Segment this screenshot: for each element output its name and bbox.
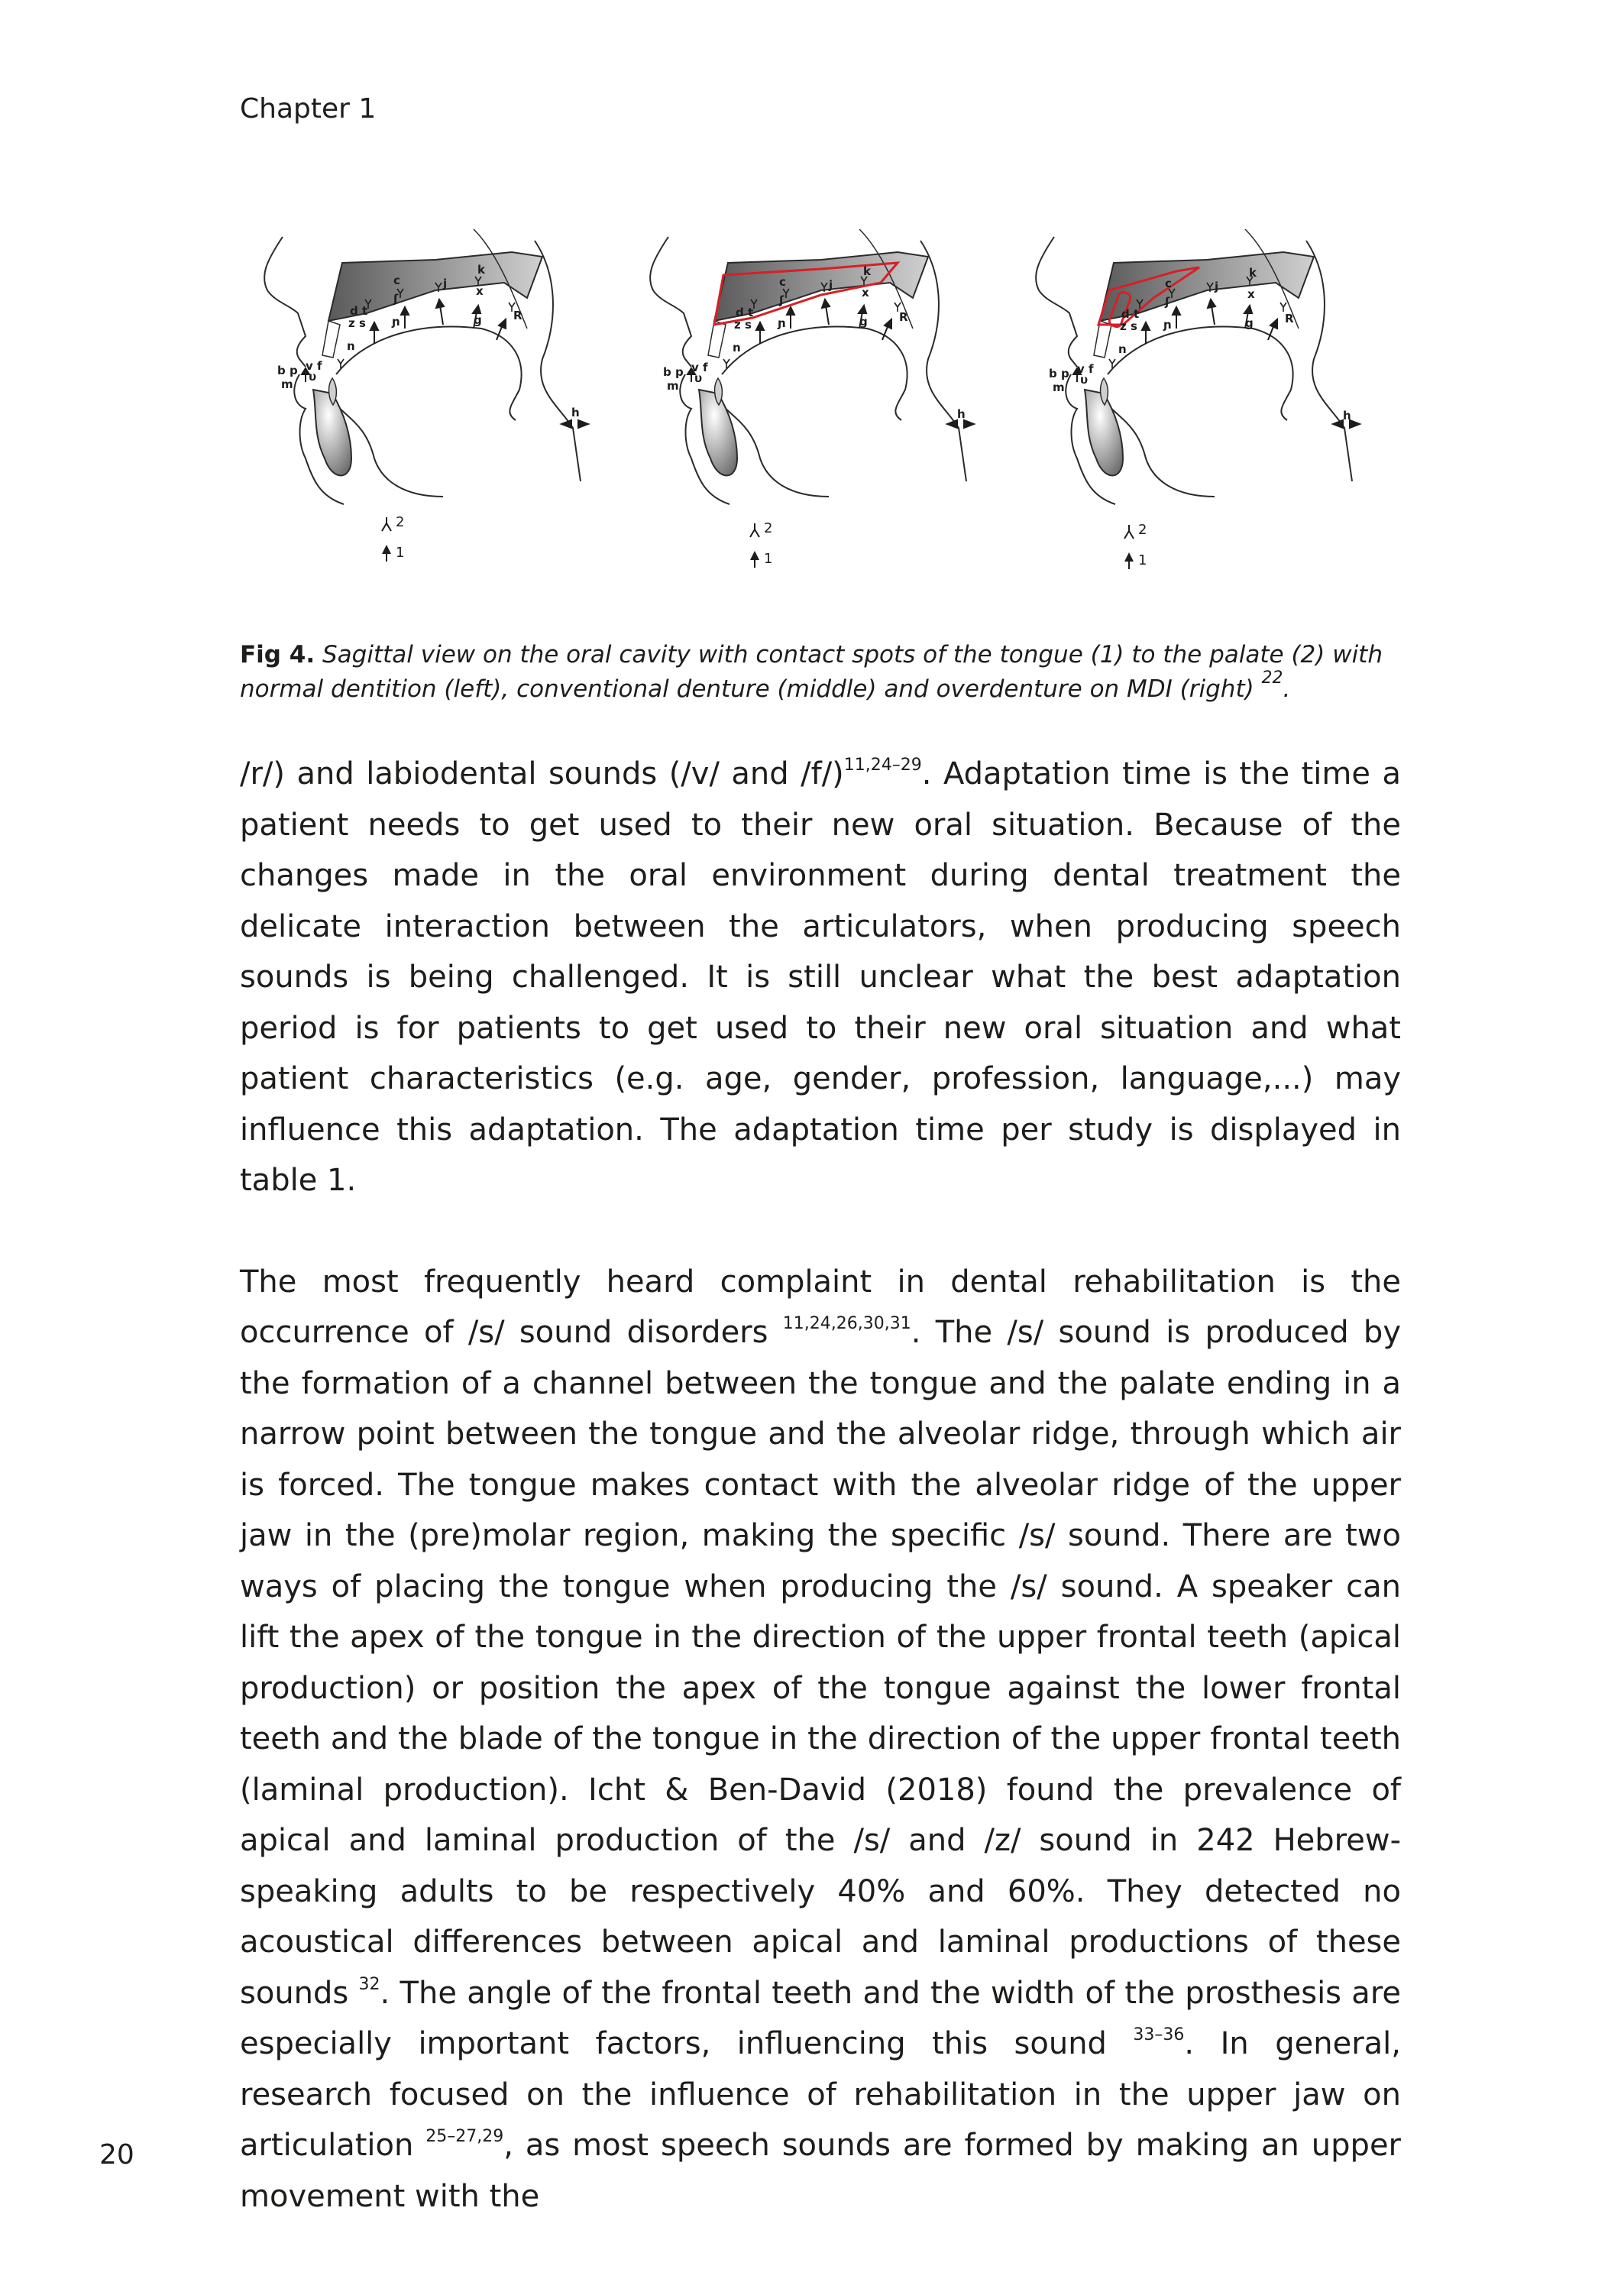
citation: 25–27,29 [425,2127,504,2146]
label-g: g [1245,316,1254,330]
text-span: . The angle of the frontal teeth and the width of the prosthesis are especially important factors, influencing this sound [240,1975,1401,2061]
running-header: Chapter 1 [240,93,377,125]
body-text [240,749,1401,2222]
caption-label: Fig 4. [240,641,315,668]
citation: 32 [358,1974,380,1994]
text-span: . Adaptation time is the time a patient needs to get used to their new oral situation. Because of the changes made in the oral environment during dental treatment the delicate interaction between the articulators, when producing speech sounds is being challenged. It is still unclear what the best adaptation period is for patients to get used to their new oral situation and what patient characteristics (e.g. age, gender, profession, language,...) may influence this adaptation. The adaptation time per study is displayed in table 1. [240,756,1401,1198]
legend-palate-label: 2 [764,520,773,536]
label-v: υ [694,371,703,385]
label-R: R [513,309,522,322]
label-c: c [1165,277,1172,290]
label-x: x [1247,287,1255,301]
text-span: , as most speech sounds are formed by making an upper movement with the [240,2128,1401,2214]
text-span: . In general, research focused on the influence of rehabilitation in the upper jaw on articulation [240,2026,1401,2163]
label-vf: v f [691,361,708,374]
label-h: h [957,407,966,421]
paragraph-adaptation [240,749,1401,1206]
legend-tongue-label: 1 [396,545,405,561]
label-h: h [1343,409,1351,422]
label-nj: ɲ [778,316,786,330]
label-n: n [1118,342,1127,356]
label-k: k [477,263,485,277]
figure-legends [382,514,1147,569]
label-zs: z s [348,316,366,330]
label-x: x [476,284,484,298]
label-sh: ʃ [779,293,785,307]
label-c: c [393,274,400,287]
label-n: n [347,339,355,353]
label-nj: ɲ [392,315,400,329]
caption-end: . [1283,675,1291,703]
label-sh: ʃ [393,292,399,306]
label-bp: b p [277,364,298,377]
page-number: 20 [99,2139,134,2171]
caption-reference: 22 [1261,668,1283,688]
paragraph-s-sound [240,1257,1401,2222]
label-n: n [733,341,741,354]
label-j: j [829,278,833,292]
label-m: m [1053,380,1065,394]
figure-sagittal-oral-cavity [252,229,1421,626]
label-dt: d t [350,304,368,318]
label-k: k [1249,266,1257,280]
label-v: υ [309,370,317,384]
label-R: R [1285,312,1294,325]
citation: 11,24,26,30,31 [782,1314,911,1333]
label-m: m [281,377,293,391]
figure-caption [240,638,1401,707]
label-bp: b p [663,365,684,379]
label-bp: b p [1049,367,1069,380]
label-dt: d t [1121,307,1140,321]
legend-palate-label: 2 [1138,522,1147,538]
label-g: g [474,313,482,327]
label-h: h [571,406,580,419]
legend-tongue-label: 1 [764,551,773,567]
label-sh: ʃ [1165,295,1170,309]
label-vf: v f [1077,362,1094,376]
legend-tongue-label: 1 [1138,552,1147,568]
label-g: g [859,315,868,329]
label-R: R [899,310,908,324]
label-v: υ [1080,373,1089,387]
label-c: c [779,275,786,289]
citation: 33–36 [1133,2025,1185,2044]
label-x: x [862,286,869,299]
label-dt: d t [736,306,754,319]
text-span: . The /s/ sound is produced by the formation of a channel between the tongue and the palate ending in a narrow point between the tongue and the alveolar ridge, through which air is forced. The tongue makes contact with the alveolar ridge of the upper jaw in the (pre)molar region, making the specific /s/ sound. There are two ways of placing the tongue when producing the /s/ sound. A speaker can lift the apex of the tongue in the direction of the upper frontal teeth (apical production) or position the apex of the tongue against the lower frontal teeth and the blade of the tongue in the direction of the upper frontal teeth (laminal production). Icht & Ben-David (2018) found the prevalence of apical and laminal production of the /s/ and /z/ sound in 242 Hebrew-speaking adults to be respectively 40% and 60%. They detected no acoustical differences between apical and laminal productions of these sounds [240,1315,1401,2011]
label-vf: v f [306,359,322,373]
legend-palate-label: 2 [396,514,405,530]
text-span: /r/) and labiodental sounds (/v/ and /f/) [240,756,844,792]
label-m: m [667,379,679,393]
label-j: j [443,277,448,290]
label-j: j [1215,280,1219,293]
label-zs: z s [734,318,752,332]
citation: 11,24–29 [843,756,922,775]
text-span: The most frequently heard complaint in dental rehabilitation is the occurrence of /s/ sound disorders [240,1264,1401,1350]
caption-text: Sagittal view on the oral cavity with contact spots of the tongue (1) to the palate (2) with normal dentition (left), conventional denture (middle) and overdenture on MDI (right) [240,641,1383,703]
label-k: k [863,264,871,278]
label-nj: ɲ [1163,318,1172,332]
label-zs: z s [1120,319,1137,333]
